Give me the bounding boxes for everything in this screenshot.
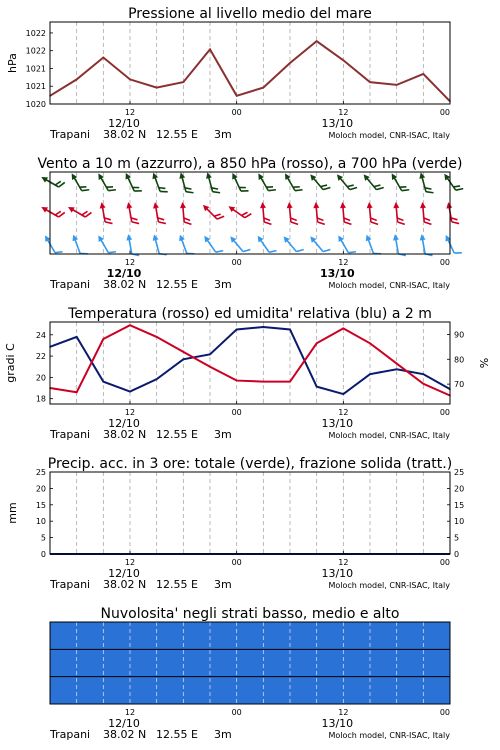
pressure-point [183,81,185,83]
wind-barb-850 [286,201,298,225]
temperature-point [209,366,211,368]
temperature-point [263,381,265,383]
cloud-cell-basso [75,677,101,704]
humidity-point [183,358,185,360]
station-lat: 38.02 N [103,428,147,441]
wind-barb-10m [281,232,303,256]
station-lon: 12.55 E [156,128,198,141]
panel-title: Precip. acc. in 3 ore: totale (verde), frazione solida (tratt.) [47,456,453,472]
y-tick-label: 1022 [25,46,46,56]
barb-arrowhead [313,202,320,209]
x-tick-label: 12 [124,708,136,717]
date-label: 12/10 [106,267,142,280]
panel-5 [49,606,451,741]
wind-barb-700 [150,170,167,195]
barb-feather [243,247,250,254]
pressure-point [263,87,265,89]
barb-arrowhead [419,202,426,209]
barb-arrowhead [259,202,266,209]
barb-arrowhead [419,234,426,241]
cloud-cell-basso [225,677,251,704]
temperature-point [369,342,371,344]
date-label: 13/10 [320,267,355,280]
x-tick-label: 12 [338,408,349,417]
barb-arrowhead [286,202,293,209]
cloud-cell-medio [325,649,351,676]
wind-barb-850 [152,201,166,225]
wind-barb-10m [255,232,276,257]
barb-feather [296,247,303,254]
pressure-point [156,87,158,89]
cloud-cell-medio [350,649,376,676]
station-lon: 12.55 E [156,728,198,741]
cloud-cell-alto [175,622,201,649]
station-alt: 3m [214,428,232,441]
humidity-point [316,386,318,388]
pressure-point [423,73,425,75]
barb-arrowhead [40,204,48,212]
station-name: Trapani [50,428,91,441]
cloud-cell-medio [275,649,301,676]
y-axis-label: gradi C [4,343,17,383]
humidity-point [156,378,158,380]
barb-feather [105,221,112,225]
pressure-line [50,41,450,101]
barb-feather [241,188,249,194]
y-tick-label-right: 15 [454,500,465,510]
barb-arrowhead [96,172,104,180]
barb-feather [426,190,434,195]
wind-barb-850 [366,201,378,225]
wind-barb-700 [335,170,357,194]
cloud-cell-alto [225,622,251,649]
x-tick-label: 00 [231,408,242,417]
panel-title: Nuvolosita' negli strati basso, medio e alto [100,606,400,622]
temperature-point [316,342,318,344]
wind-barb-700 [178,171,194,196]
barb-feather [318,221,325,225]
x-tick-label: 00 [439,408,450,417]
date-label: 13/10 [321,117,354,130]
cloud-cell-basso [350,677,376,704]
cloud-cell-basso [275,677,301,704]
humidity-point [289,329,291,331]
plot-frame [50,172,450,254]
station-lon: 12.55 E [156,578,198,591]
date-label: 12/10 [108,567,140,580]
cloud-cell-alto [400,622,426,649]
barb-feather [82,187,90,193]
wind-barb-850 [259,201,271,225]
cloud-cell-medio [300,649,326,676]
wind-barb-10m [228,232,250,256]
barb-arrowhead [151,234,158,241]
pressure-point [103,57,105,59]
y-tick-label-right: 80 [454,355,465,365]
x-tick-label: 12 [338,108,349,117]
cloud-cell-basso [325,677,351,704]
pressure-point [289,62,291,64]
y-tick-label-right: 25 [454,468,465,477]
barb-feather [160,189,168,194]
cloud-cell-alto [100,622,126,649]
barb-arrowhead [336,234,344,242]
station-lon: 12.55 E [156,278,198,291]
cloud-cell-medio [250,649,276,676]
y-axis-label-right: % [478,357,491,369]
cloud-cell-alto [275,622,301,649]
cloud-cell-alto [350,622,376,649]
panel-title: Pressione al livello medio del mare [128,6,372,22]
pressure-point [369,81,371,83]
x-tick-label: 12 [338,258,349,267]
x-tick-label: 12 [124,108,136,117]
y-tick-label: 1020 [25,100,46,109]
cloud-cell-basso [125,677,151,704]
panel-title: Vento a 10 m (azzurro), a 850 hPa (rosso), a 700 hPa (verde) [37,156,463,172]
barb-feather [398,221,405,225]
y-tick-label-right: 10 [454,517,465,527]
pressure-point [76,79,78,81]
pressure-point [316,40,318,42]
wind-barb-850 [313,201,325,225]
cloud-cell-medio [200,649,226,676]
x-tick-label: 12 [124,558,136,567]
date-label: 12/10 [108,117,140,130]
cloud-cell-basso [425,677,451,704]
humidity-point [369,373,371,375]
date-label: 13/10 [321,717,354,730]
y-tick-label: 1022 [25,28,46,38]
wind-barb-700 [205,171,221,196]
y-tick-label: 20 [35,373,46,383]
cloud-cell-alto [75,622,101,649]
humidity-point [396,368,398,370]
barb-feather [452,221,459,225]
barb-arrowhead [69,172,77,180]
pressure-point [396,84,398,86]
x-tick-label: 12 [124,408,136,417]
wind-barb-850 [67,201,92,221]
humidity-point [343,393,345,395]
cloud-cell-basso [300,677,326,704]
barb-feather [402,187,410,193]
cloud-cell-basso [50,677,76,704]
pressure-point [343,59,345,61]
barb-feather [371,221,378,225]
x-tick-label: 12 [124,258,136,267]
station-alt: 3m [214,578,232,591]
barb-arrowhead [96,234,104,242]
model-credit: Moloch model, CNR-ISAC, Italy [328,281,450,290]
y-axis-label: mm [6,502,19,524]
barb-feather [184,221,191,225]
cloud-cell-basso [250,677,276,704]
y-tick-label: 22 [35,352,46,362]
temperature-point [183,351,185,353]
wind-barb-700 [123,170,142,195]
station-lat: 38.02 N [103,128,147,141]
cloud-cell-basso [150,677,176,704]
barb-feather [186,190,194,195]
cloud-cell-medio [75,649,101,676]
barb-arrowhead [282,172,290,180]
wind-barb-850 [40,201,65,221]
y-tick-label: 15 [35,500,46,510]
wind-barb-10m [177,232,194,257]
model-credit: Moloch model, CNR-ISAC, Italy [328,131,450,140]
barb-arrowhead [393,202,400,209]
pressure-point [209,49,211,51]
x-tick-label: 00 [231,558,242,567]
barb-arrowhead [445,202,452,209]
barb-arrowhead [40,174,48,182]
cloud-cell-medio [425,649,451,676]
temperature-point [236,380,238,382]
y-axis-label: hPa [6,53,19,73]
station-alt: 3m [214,128,232,141]
barb-feather [424,221,431,225]
barb-arrowhead [389,172,397,180]
station-lat: 38.02 N [103,278,147,291]
barb-feather [454,250,462,256]
barb-feather [134,188,142,194]
wind-barb-850 [179,201,191,225]
cloud-cell-basso [175,677,201,704]
cloud-cell-alto [325,622,351,649]
wind-barb-10m [308,232,330,256]
barb-feather [264,221,271,225]
barb-arrowhead [178,172,185,179]
cloud-cell-alto [125,622,151,649]
station-lat: 38.02 N [103,578,147,591]
x-tick-label: 00 [439,108,450,117]
cloud-cell-medio [400,649,426,676]
wind-barb-700 [442,170,463,195]
cloud-cell-alto [425,622,451,649]
barb-feather [323,247,330,254]
x-tick-label: 00 [231,258,242,267]
y-tick-label-right: 20 [454,484,465,494]
barb-arrowhead [125,234,132,241]
barb-feather [344,221,351,225]
humidity-line [50,327,450,394]
barb-arrowhead [392,234,399,241]
wind-barb-850 [445,201,459,225]
station-alt: 3m [214,278,232,291]
temperature-point [103,338,105,340]
x-tick-label: 00 [439,258,450,267]
y-tick-label-right: 90 [454,330,465,340]
barb-feather [132,221,139,225]
barb-feather [158,221,165,225]
model-credit: Moloch model, CNR-ISAC, Italy [328,731,450,740]
wind-barb-850 [201,200,224,223]
wind-barb-850 [339,201,351,225]
x-tick-label: 00 [439,708,450,717]
model-credit: Moloch model, CNR-ISAC, Italy [328,431,450,440]
cloud-cell-medio [175,649,201,676]
humidity-point [129,391,131,393]
barb-feather [132,253,139,257]
wind-barb-700 [230,170,249,195]
panel-3 [4,306,491,441]
wind-barb-10m [336,232,356,257]
wind-barb-850 [227,201,252,222]
wind-barb-700 [418,171,434,196]
humidity-point [236,329,238,331]
barb-arrowhead [256,172,264,180]
wind-barb-700 [96,170,116,195]
barb-arrowhead [179,202,186,209]
y-tick-label: 0 [40,550,46,559]
humidity-point [209,354,211,356]
wind-barb-10m [364,232,381,257]
y-tick-label-right: 5 [454,533,460,543]
cloud-cell-medio [125,649,151,676]
wind-barb-10m [443,232,462,257]
humidity-point [103,381,105,383]
cloud-cell-alto [200,622,226,649]
panel-title: Temperatura (rosso) ed umidita' relativa (blu) a 2 m [68,306,432,322]
cloud-cell-alto [50,622,76,649]
wind-barb-700 [282,170,302,195]
panel-2 [37,156,463,291]
station-lon: 12.55 E [156,428,198,441]
cloud-cell-alto [150,622,176,649]
temperature-point [343,328,345,330]
x-tick-label: 12 [338,558,349,567]
date-label: 12/10 [108,417,140,430]
y-tick-label: 10 [35,517,46,527]
wind-barb-700 [40,171,65,191]
wind-barb-10m [42,232,62,257]
x-tick-label: 00 [231,708,242,717]
wind-barb-700 [308,170,330,194]
y-tick-label-right: 70 [454,380,465,390]
barb-arrowhead [205,172,212,179]
station-lat: 38.02 N [103,728,147,741]
wind-barb-700 [256,170,276,195]
cloud-cell-medio [225,649,251,676]
cloud-cell-medio [100,649,126,676]
humidity-point [263,326,265,328]
wind-barb-850 [125,201,139,225]
wind-barb-10m [202,232,223,257]
temperature-point [156,336,158,338]
wind-barb-10m [96,232,116,257]
y-tick-label: 5 [40,533,46,543]
y-tick-label: 20 [35,484,46,494]
temperature-point [423,383,425,385]
date-label: 12/10 [108,717,140,730]
barb-arrowhead [366,202,373,209]
cloud-cell-basso [200,677,226,704]
cloud-cell-basso [400,677,426,704]
cloud-cell-alto [300,622,326,649]
y-tick-label: 1021 [25,82,46,92]
wind-barb-850 [99,201,113,225]
barb-arrowhead [418,172,425,179]
barb-feather [425,253,432,257]
panel-1 [6,6,451,141]
y-tick-label: 18 [35,394,46,404]
barb-arrowhead [99,202,106,209]
wind-barb-700 [361,170,383,194]
barb-arrowhead [339,202,346,209]
temperature-point [396,363,398,365]
cloud-cell-basso [100,677,126,704]
station-name: Trapani [50,578,91,591]
station-alt: 3m [214,728,232,741]
date-label: 13/10 [321,417,354,430]
x-tick-label: 12 [338,708,349,717]
barb-feather [108,187,116,193]
barb-feather [295,187,303,193]
barb-feather [213,190,221,195]
wind-barb-10m [70,232,87,257]
barb-arrowhead [152,202,159,209]
barb-feather [291,221,298,225]
humidity-point [76,336,78,338]
pressure-point [236,95,238,97]
plot-frame [50,322,450,404]
wind-barb-850 [393,201,405,225]
temperature-point [289,381,291,383]
station-name: Trapani [50,128,91,141]
wind-barb-850 [419,201,431,225]
y-tick-label: 25 [35,468,46,477]
date-label: 13/10 [321,567,354,580]
station-name: Trapani [50,278,91,291]
wind-barb-700 [389,170,409,195]
model-credit: Moloch model, CNR-ISAC, Italy [328,581,450,590]
barb-arrowhead [42,234,50,242]
y-tick-label: 1021 [25,64,46,74]
plot-frame [50,472,450,554]
panel-4 [6,456,464,591]
x-tick-label: 00 [439,558,450,567]
cloud-cell-medio [50,649,76,676]
temperature-point [76,391,78,393]
humidity-point [423,373,425,375]
barb-arrowhead [125,202,132,209]
temperature-point [129,324,131,326]
y-tick-label: 24 [35,330,46,340]
barb-feather [398,253,405,257]
barb-feather [268,187,276,193]
y-tick-label-right: 0 [454,550,460,559]
barb-arrowhead [67,204,75,212]
station-name: Trapani [50,728,91,741]
wind-barb-700 [69,170,89,195]
cloud-cell-alto [250,622,276,649]
cloud-cell-medio [150,649,176,676]
pressure-point [129,79,131,81]
x-tick-label: 00 [231,108,242,117]
